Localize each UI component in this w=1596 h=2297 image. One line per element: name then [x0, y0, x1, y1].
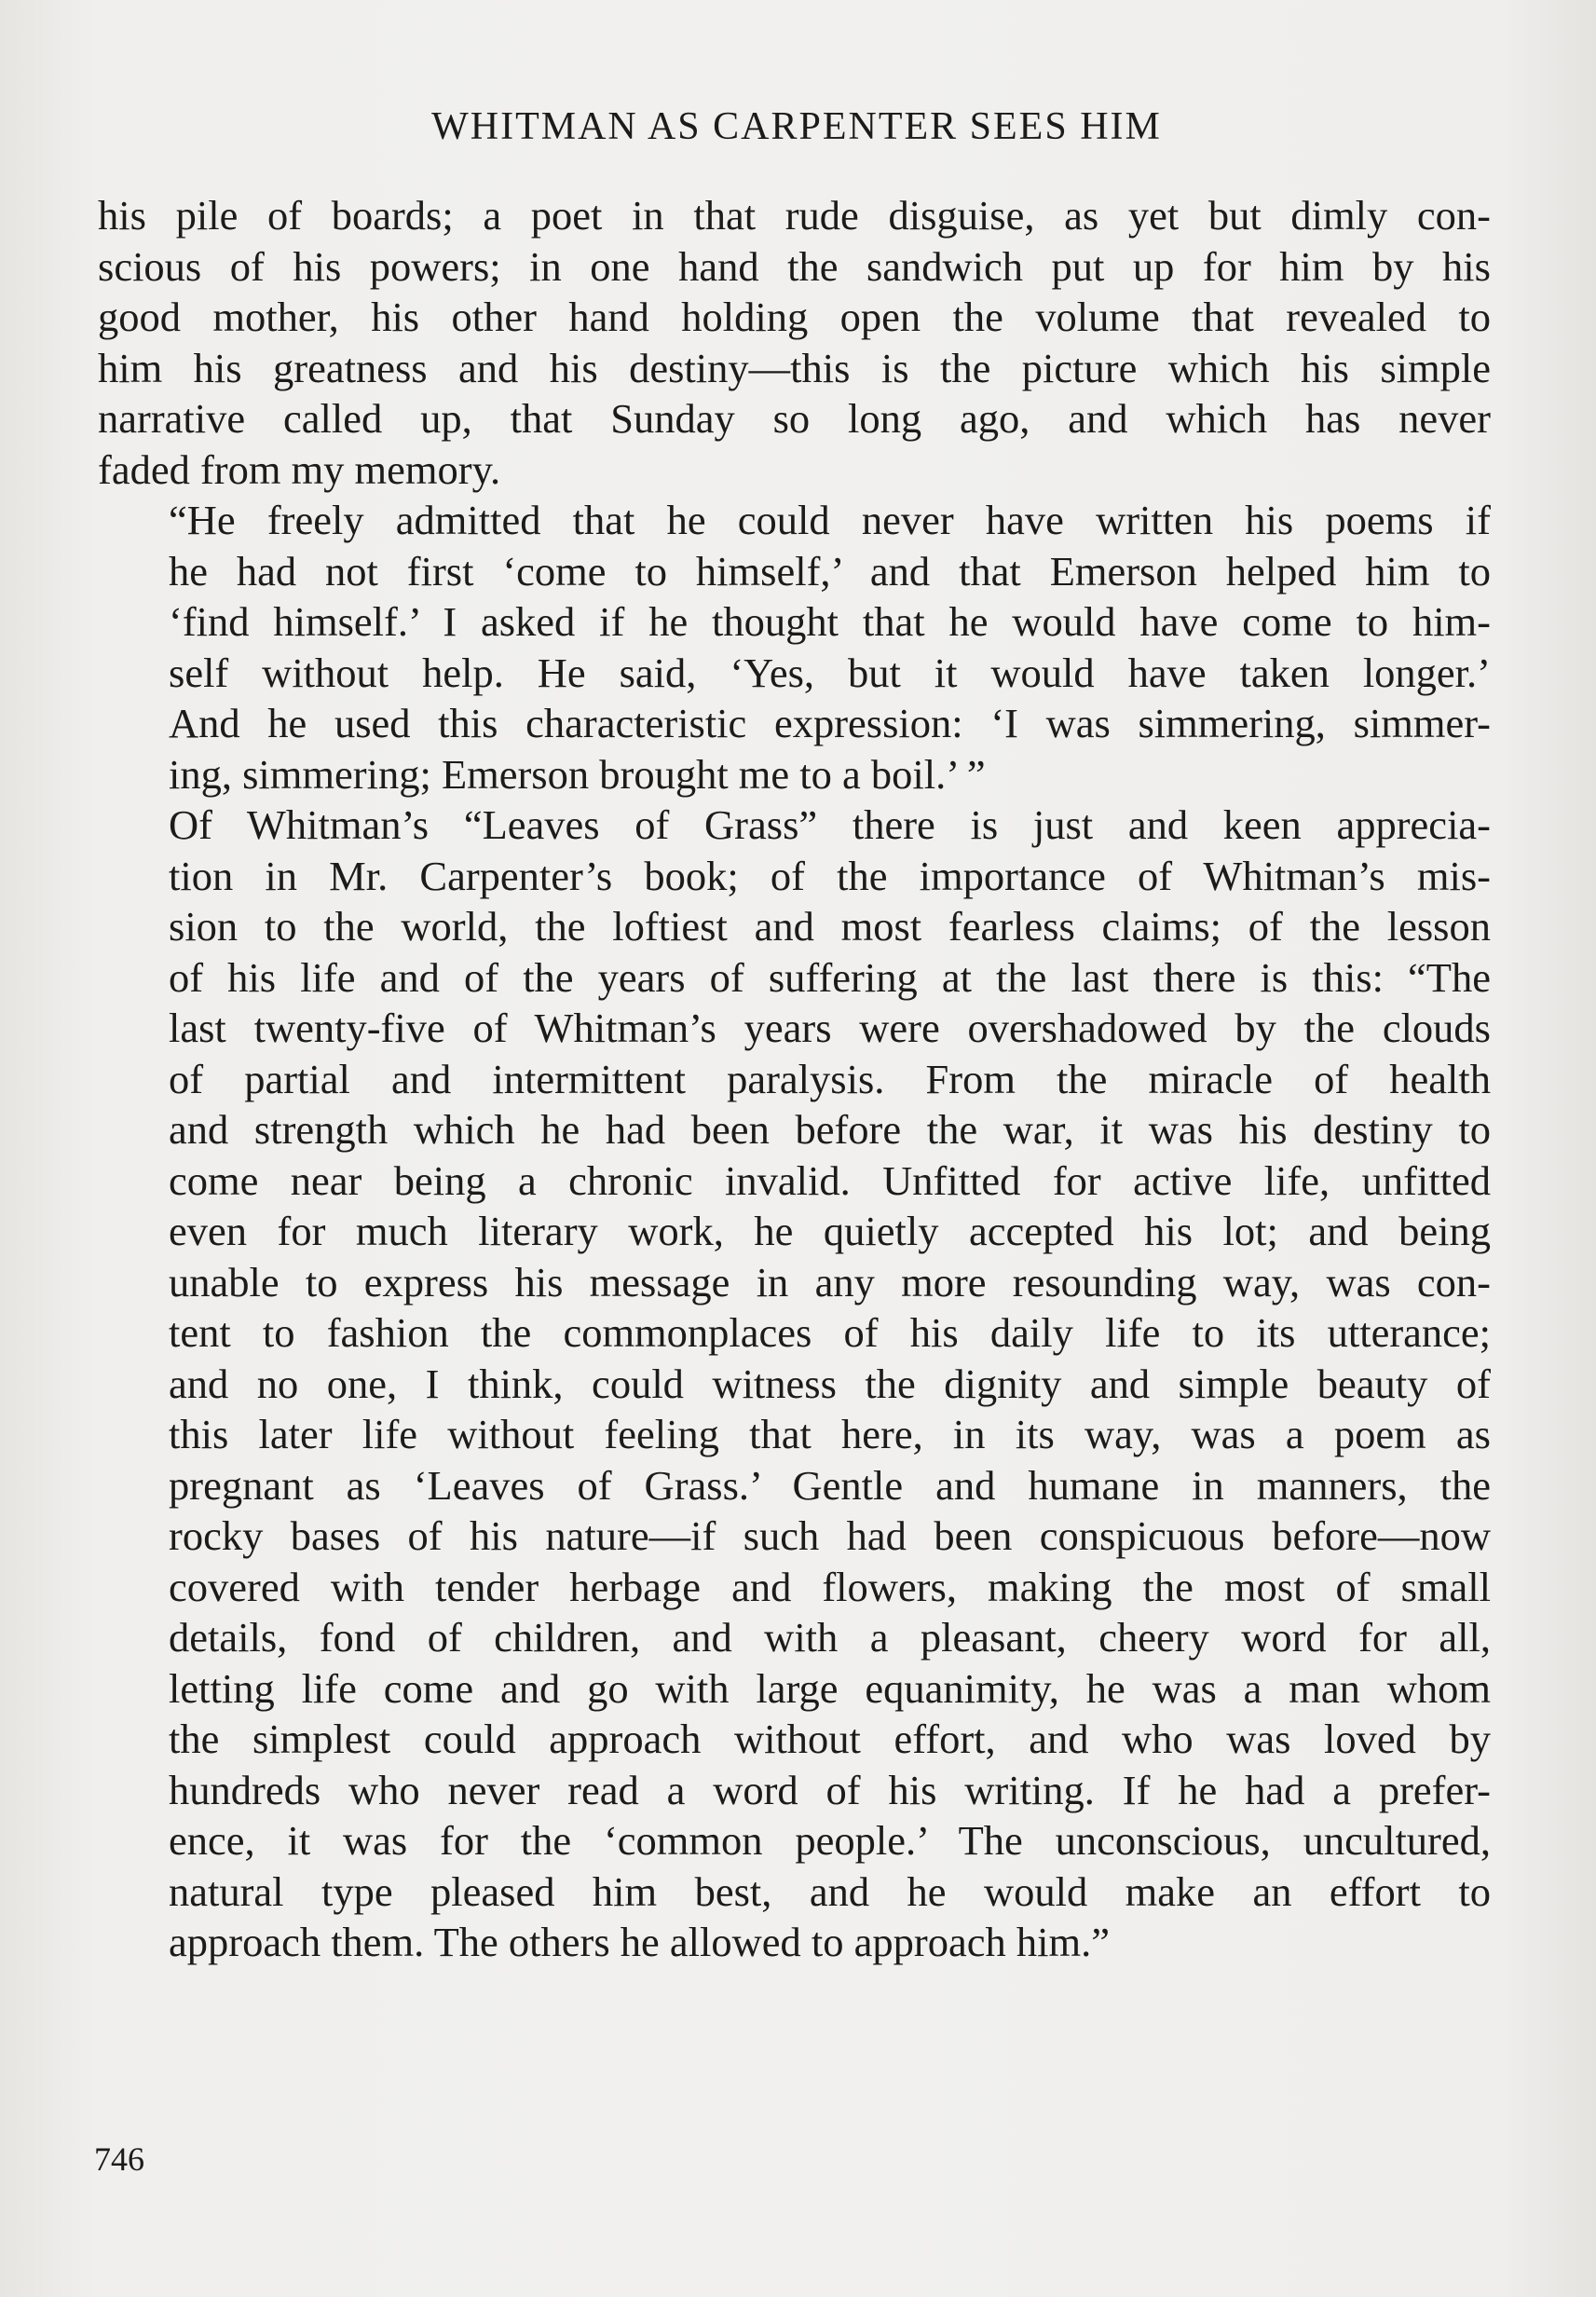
text-line: good mother, his other hand holding open the volume that revealed to [98, 294, 1491, 340]
text-line: of partial and intermittent paralysis. From the miracle of health [169, 1055, 1491, 1102]
text-line: covered with tender herbage and flowers, making the most of small [169, 1563, 1491, 1610]
text-line: of his life and of the years of suffering at the last there is this: “The [169, 953, 1491, 1001]
text-line: the simplest could approach without effort, and who was loved by [169, 1716, 1491, 1762]
text-line: sion to the world, the loftiest and most fearless claims; of the lesson [169, 903, 1491, 950]
text-line: last twenty-five of Whitman’s years were overshadowed by the clouds [169, 1005, 1491, 1051]
text-line: narrative called up, that Sunday so long ago, and which has never [98, 395, 1491, 442]
text-line: faded from my memory. [98, 445, 501, 493]
text-line: this later life without feeling that here, in its way, was a poem as [169, 1411, 1491, 1457]
text-line: unable to express his message in any more resounding way, was con- [169, 1258, 1491, 1306]
text-line: approach them. The others he allowed to approach him.” [169, 1919, 1110, 1965]
text-line: and no one, I think, could witness the dignity and simple beauty of [169, 1360, 1491, 1407]
text-line: come near being a chronic invalid. Unfitted for active life, unfitted [169, 1156, 1491, 1204]
page-number: 746 [94, 2140, 144, 2178]
text-line: even for much literary work, he quietly accepted his lot; and being [169, 1208, 1491, 1254]
text-line: ‘find himself.’ I asked if he thought that he would have come to him- [169, 598, 1491, 645]
text-line: ing, simmering; Emerson brought me to a boil.’ ” [169, 750, 986, 798]
text-line: his pile of boards; a poet in that rude disguise, as yet but dimly con- [98, 192, 1491, 239]
text-line: Of Whitman’s “Leaves of Grass” there is just and keen apprecia- [169, 801, 1491, 848]
text-line: details, fond of children, and with a pleasant, cheery word for all, [169, 1614, 1491, 1661]
text-line: he had not first ‘come to himself,’ and that Emerson helped him to [169, 547, 1491, 595]
text-line: And he used this characteristic expression: ‘I was simmering, simmer- [169, 700, 1491, 746]
text-line: him his greatness and his destiny—this is the picture which his simple [98, 344, 1491, 391]
running-head: WHITMAN AS CARPENTER SEES HIM [431, 105, 1162, 148]
text-line: pregnant as ‘Leaves of Grass.’ Gentle and humane in manners, the [169, 1461, 1491, 1509]
text-line: letting life come and go with large equanimity, he was a man whom [169, 1664, 1491, 1712]
text-line: self without help. He said, ‘Yes, but it would have taken longer.’ [169, 649, 1491, 696]
paragraph [98, 190, 1491, 495]
text-line: hundreds who never read a word of his writing. If he had a prefer- [169, 1766, 1491, 1813]
paragraph [98, 800, 1491, 1968]
text-line: tion in Mr. Carpenter’s book; of the importance of Whitman’s mis- [169, 852, 1491, 899]
text-line: ence, it was for the ‘common people.’ The unconscious, uncultured, [169, 1817, 1491, 1864]
paragraph [98, 495, 1491, 800]
text-line: “He freely admitted that he could never have written his poems if [169, 497, 1491, 543]
text-line: natural type pleased him best, and he would make an effort to [169, 1867, 1491, 1915]
text-line: tent to fashion the commonplaces of his daily life to its utterance; [169, 1309, 1491, 1356]
body-text [98, 190, 1491, 1968]
text-line: scious of his powers; in one hand the sandwich put up for him by his [98, 242, 1491, 290]
text-line: and strength which he had been before the war, it was his destiny to [169, 1106, 1491, 1153]
text-line: rocky bases of his nature—if such had been conspicuous before—now [169, 1512, 1491, 1559]
